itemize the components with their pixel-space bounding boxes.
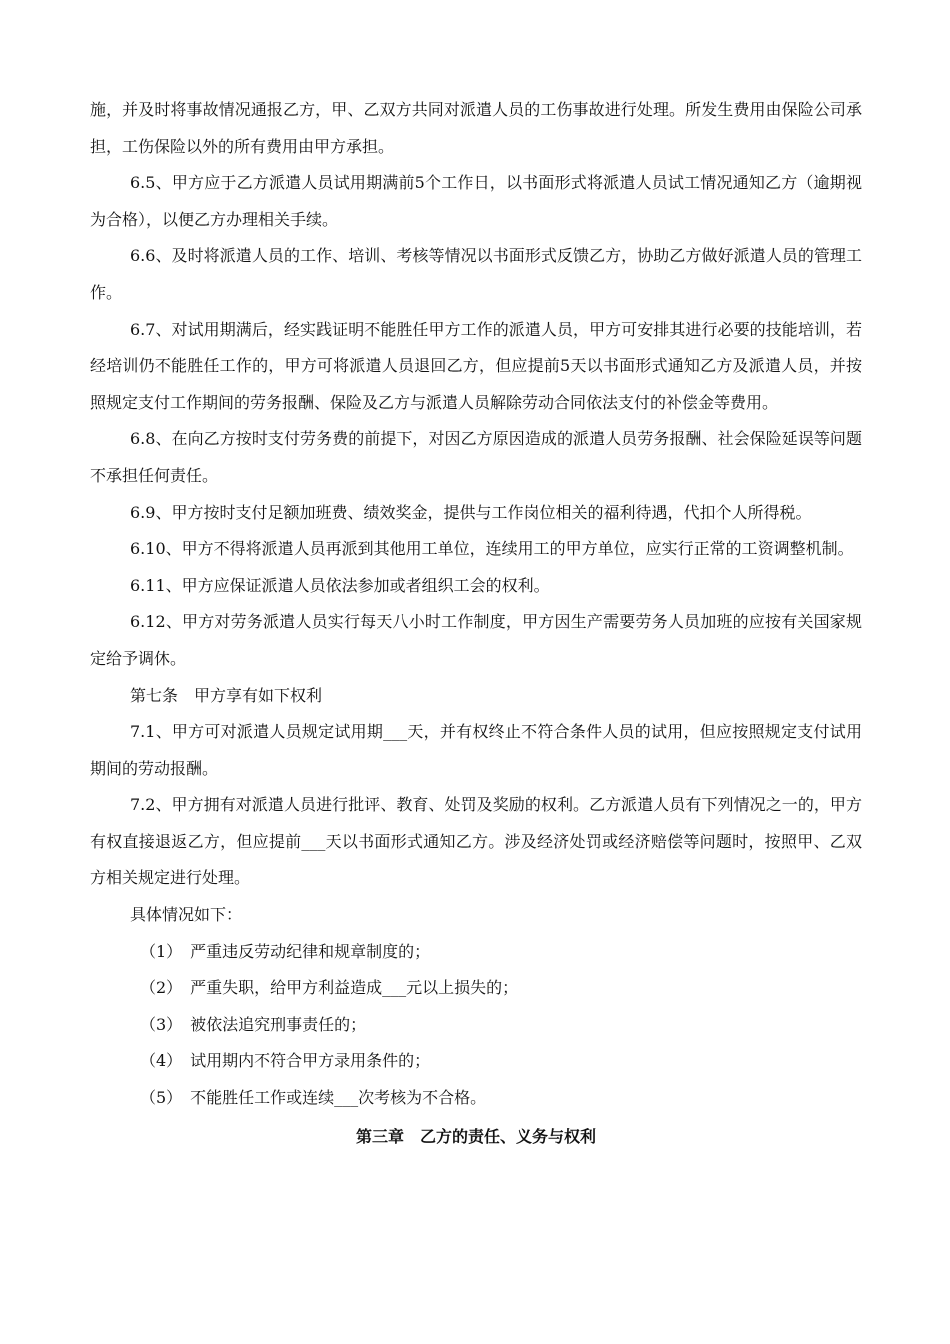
clause-6-6: 6.6、及时将派遣人员的工作、培训、考核等情况以书面形式反馈乙方，协助乙方做好派遣人员的管理工作。 xyxy=(90,246,862,302)
clause-6-11: 6.11、甲方应保证派遣人员依法参加或者组织工会的权利。 xyxy=(130,575,550,595)
clause-6-10: 6.10、甲方不得将派遣人员再派到其他用工单位，连续用工的甲方单位，应实行正常的工资调整机制。 xyxy=(130,539,854,559)
chapter-heading: 第三章 乙方的责任、义务与权利 xyxy=(355,1126,596,1146)
list-item: （2） 严重失职，给甲方利益造成___元以上损失的； xyxy=(140,978,519,998)
article-7-heading: 第七条 甲方享有如下权利 xyxy=(130,685,323,705)
document-page xyxy=(90,92,862,1155)
list-item: （3） 被依法追究刑事责任的； xyxy=(140,1014,367,1034)
list-item: （1） 严重违反劳动纪律和规章制度的； xyxy=(140,941,431,961)
clause-6-9: 6.9、甲方按时支付足额加班费、绩效奖金，提供与工作岗位相关的福利待遇，代扣个人所得税。 xyxy=(130,502,812,522)
clause-6-5: 6.5、甲方应于乙方派遣人员试用期满前5个工作日，以书面形式将派遣人员试工情况通知乙方（逾期视为合格），以便乙方办理相关手续。 xyxy=(90,173,862,229)
clause-6-12: 6.12、甲方对劳务派遣人员实行每天八小时工作制度，甲方因生产需要劳务人员加班的应按有关国家规定给予调休。 xyxy=(90,612,862,668)
list-item: （5） 不能胜任工作或连续___次考核为不合格。 xyxy=(140,1088,487,1108)
list-item: （4） 试用期内不符合甲方录用条件的； xyxy=(140,1051,431,1071)
clause-7-2: 7.2、甲方拥有对派遣人员进行批评、教育、处罚及奖励的权利。乙方派遣人员有下列情况之一的，甲方有权直接退返乙方，但应提前___天以书面形式通知乙方。涉及经济处罚或经济赔偿等问题时，按照甲、乙双方相关规定进行处理。 xyxy=(90,795,862,888)
paragraph-continuation: 施，并及时将事故情况通报乙方，甲、乙双方共同对派遣人员的工伤事故进行处理。所发生费用由保险公司承担，工伤保险以外的所有费用由甲方承担。 xyxy=(90,100,862,156)
clause-6-7: 6.7、对试用期满后，经实践证明不能胜任甲方工作的派遣人员，甲方可安排其进行必要的技能培训，若经培训仍不能胜任工作的，甲方可将派遣人员退回乙方，但应提前5天以书面形式通知乙方及派遣人员，并按照规定支付工作期间的劳务报酬、保险及乙方与派遣人员解除劳动合同依法支付的补偿金等费用。 xyxy=(90,319,862,412)
details-intro: 具体情况如下： xyxy=(130,905,243,925)
clause-7-1: 7.1、甲方可对派遣人员规定试用期___天，并有权终止不符合条件人员的试用，但应按照规定支付试用期间的劳动报酬。 xyxy=(90,722,862,778)
clause-6-8: 6.8、在向乙方按时支付劳务费的前提下，对因乙方原因造成的派遣人员劳务报酬、社会保险延误等问题不承担任何责任。 xyxy=(90,429,862,485)
